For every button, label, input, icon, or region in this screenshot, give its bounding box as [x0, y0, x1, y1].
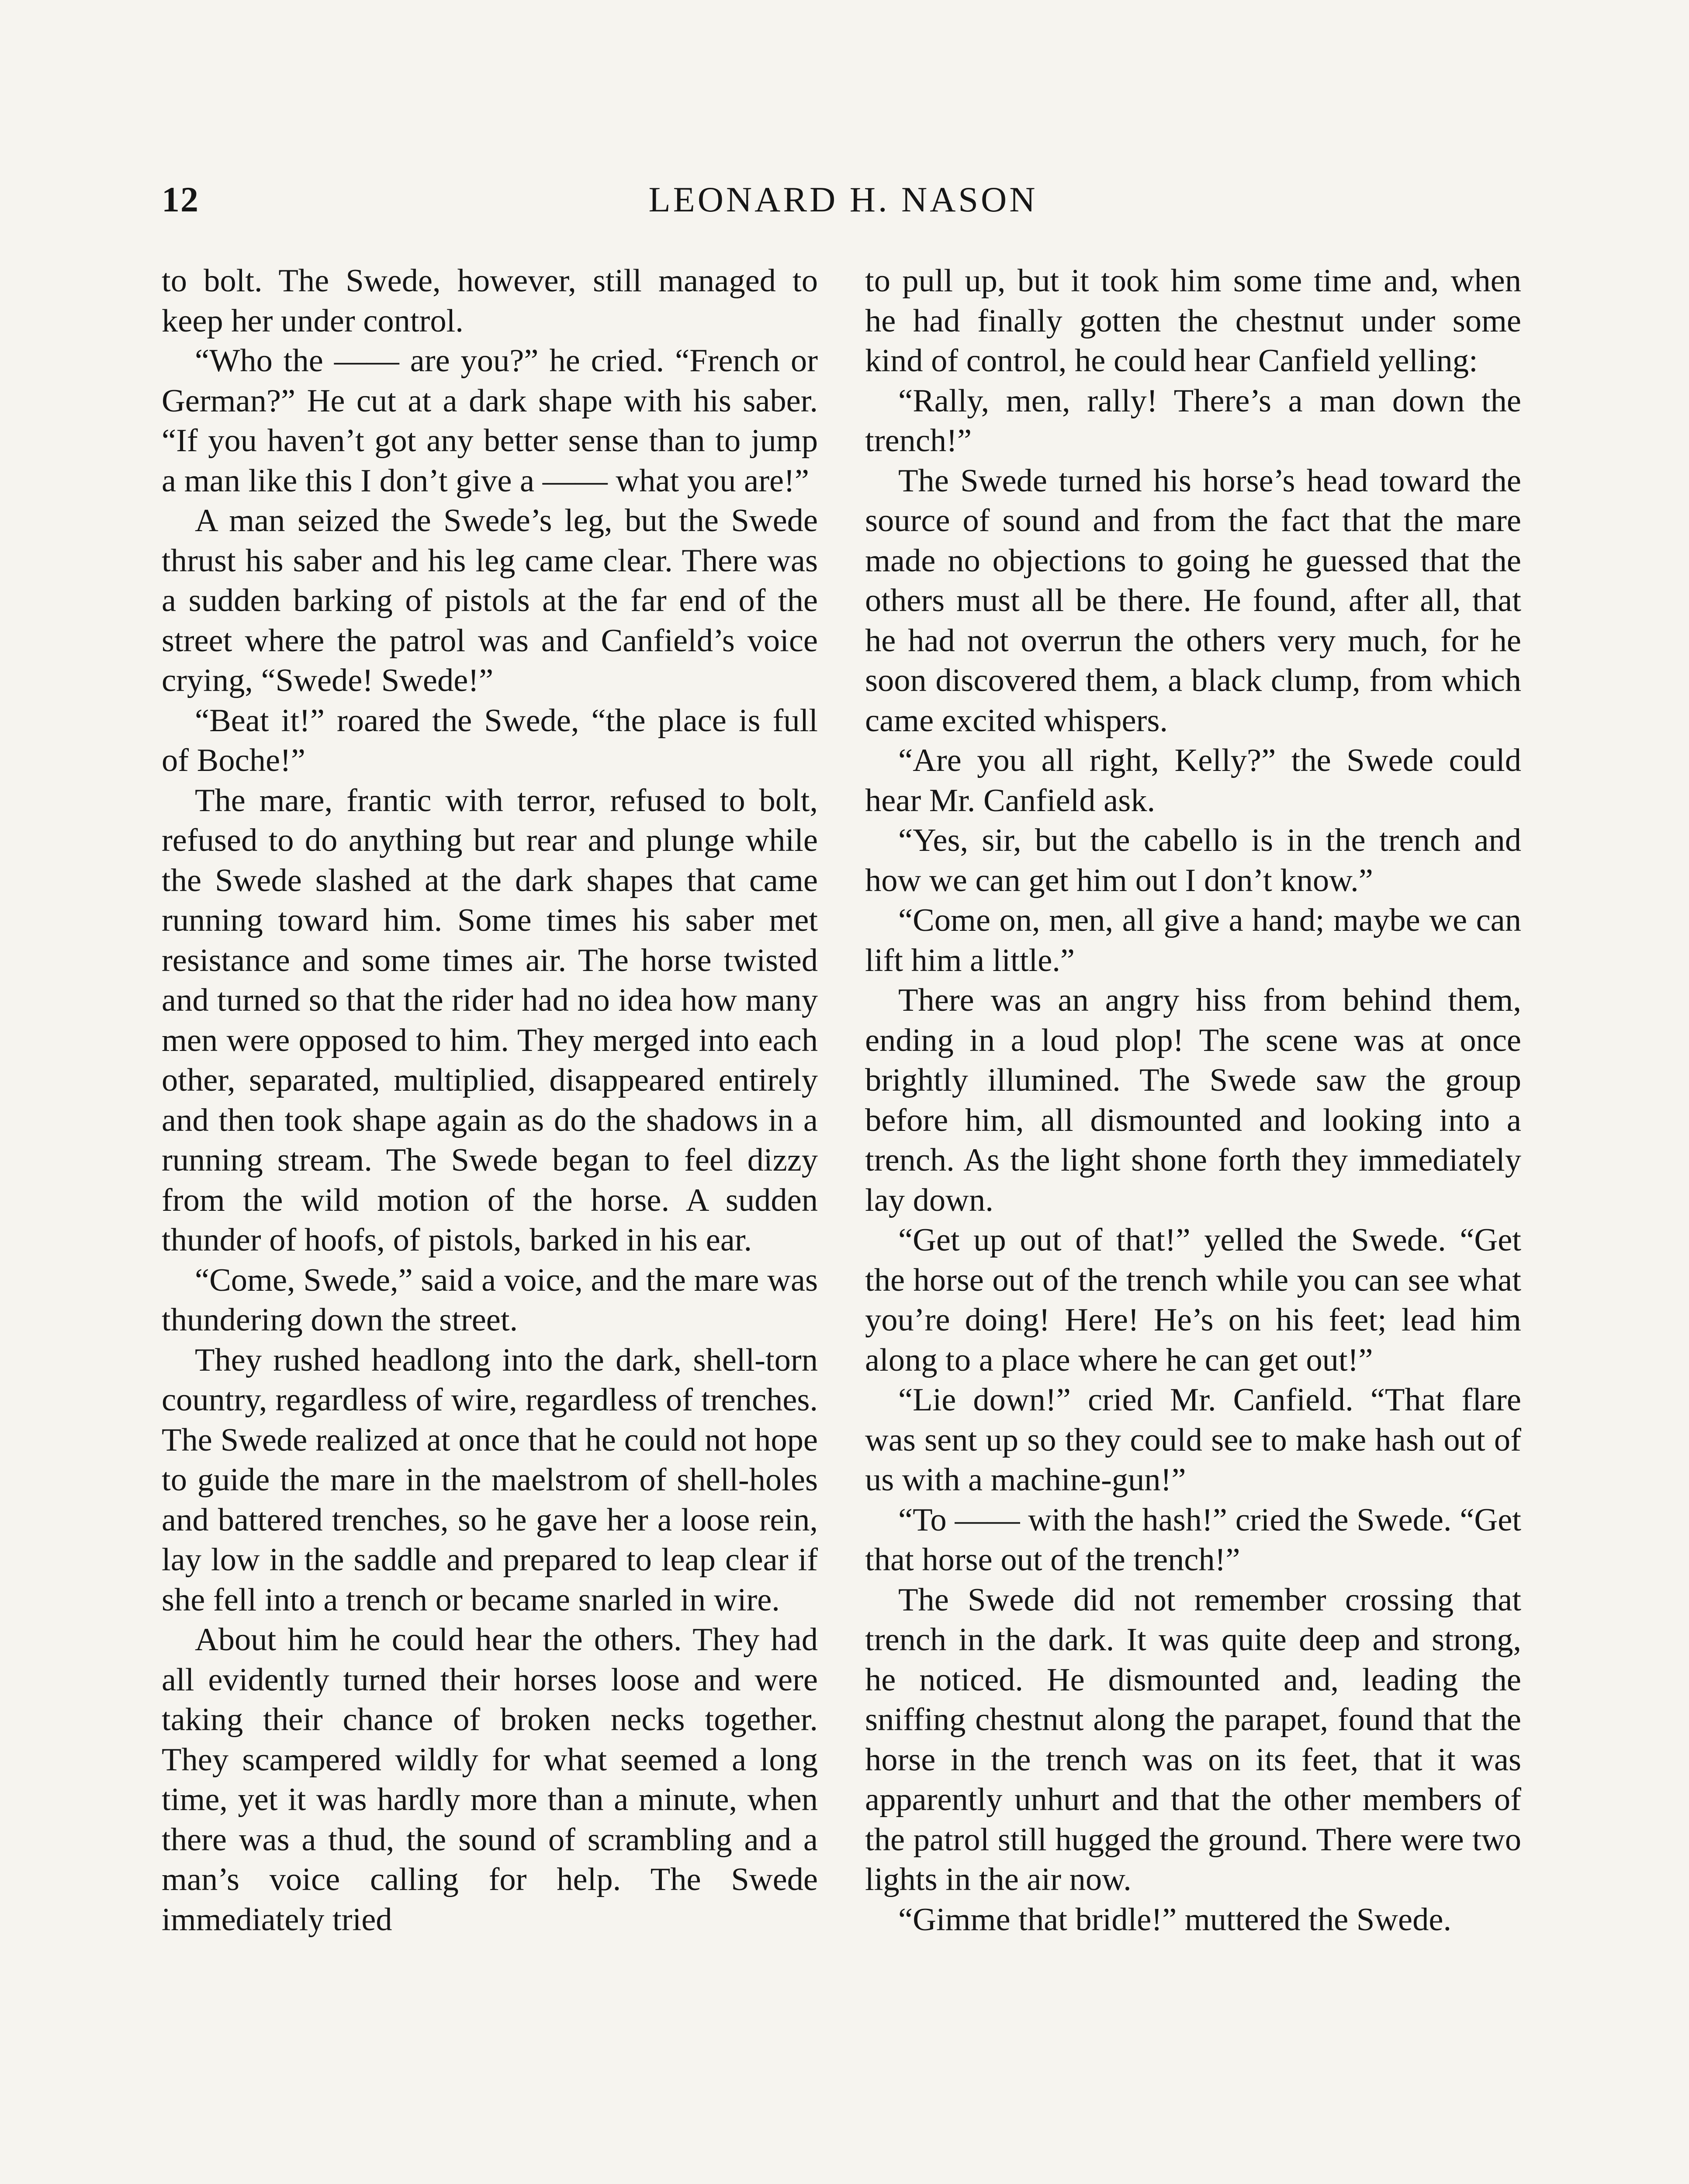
- running-head: LEONARD H. NASON: [648, 180, 1038, 219]
- paragraph: “Beat it!” roared the Swede, “the place is full of Boche!”: [162, 702, 818, 778]
- paragraph: to bolt. The Swede, however, still managed to keep her under control.: [162, 263, 818, 339]
- paragraph: The Swede turned his horse’s head toward the source of sound and from the fact that the mare made no objections to going he guessed that the others must all be there. He found, after all, that he had not overrun the others very much, for he soon discovered them, a black clump, from which came excited whispers.: [865, 463, 1521, 739]
- page-header: [162, 179, 1525, 227]
- paragraph: The Swede did not remember crossing that trench in the dark. It was quite deep and strong, he noticed. He dismounted and, leading the sniffing chestnut along the parapet, found that the horse in the trench was on its feet, that it was apparently unhurt and that the other members of the patrol still hugged the ground. There were two lights in the air now.: [865, 1582, 1521, 1897]
- paragraph: “Are you all right, Kelly?” the Swede could hear Mr. Canfield ask.: [865, 743, 1521, 819]
- paragraph: “Rally, men, rally! There’s a man down the trench!”: [865, 383, 1521, 459]
- right-column: [865, 261, 1521, 1940]
- paragraph: “Come, Swede,” said a voice, and the mare was thundering down the street.: [162, 1262, 818, 1338]
- paragraph: “Come on, men, all give a hand; maybe we can lift him a little.”: [865, 902, 1521, 978]
- paragraph: “Who the —— are you?” he cried. “French or German?” He cut at a dark shape with his saber. “If you haven’t got any better sense than to jump a man like this I don’t give a —— what you are!”: [162, 343, 818, 499]
- paragraph: There was an angry hiss from behind them, ending in a loud plop! The scene was at once brightly illumined. The Swede saw the group before him, all dismounted and looking into a trench. As the light shone forth they immediately lay down.: [865, 982, 1521, 1218]
- paragraph: “Gimme that bridle!” muttered the Swede.: [898, 1901, 1452, 1938]
- paragraph: They rushed headlong into the dark, shell-torn country, regardless of wire, regardless of trenches. The Swede realized at once that he could not hope to guide the mare in the maelstrom of shell-holes and battered trenches, so he gave her a loose rein, lay low in the saddle and prepared to leap clear if she fell into a trench or became snarled in wire.: [162, 1342, 818, 1618]
- left-column: [162, 261, 818, 1940]
- paragraph: The mare, frantic with terror, refused to bolt, refused to do anything but rear and plunge while the Swede slashed at the dark shapes that came running toward him. Some times his saber met resistance and some times air. The horse twisted and turned so that the rider had no idea how many men were opposed to him. They merged into each other, separated, multiplied, disappeared entirely and then took shape again as do the shadows in a running stream. The Swede began to feel dizzy from the wild motion of the horse. A sudden thunder of hoofs, of pistols, barked in his ear.: [162, 782, 818, 1258]
- paragraph: “To —— with the hash!” cried the Swede. “Get that horse out of the trench!”: [865, 1502, 1521, 1578]
- paragraph: “Yes, sir, but the cabello is in the trench and how we can get him out I don’t know.”: [865, 822, 1521, 898]
- paragraph: to pull up, but it took him some time and, when he had finally gotten the chestnut under some kind of control, he could hear Canfield yelling:: [865, 263, 1521, 379]
- paragraph: A man seized the Swede’s leg, but the Swede thrust his saber and his leg came clear. There was a sudden barking of pistols at the far end of the street where the patrol was and Canfield’s voice crying, “Swede! Swede!”: [162, 503, 818, 698]
- paragraph: About him he could hear the others. They had all evidently turned their horses loose and were taking their chance of broken necks together. They scampered wildly for what seemed a long time, yet it was hardly more than a minute, when there was a thud, the sound of scrambling and a man’s voice calling for help. The Swede immediately tried: [162, 1622, 818, 1938]
- page-number: 12: [162, 180, 199, 219]
- paragraph: “Get up out of that!” yelled the Swede. “Get the horse out of the trench while you can see what you’re doing! Here! He’s on his feet; lead him along to a place where he can get out!”: [865, 1222, 1521, 1378]
- paragraph: “Lie down!” cried Mr. Canfield. “That flare was sent up so they could see to make hash out of us with a machine-gun!”: [865, 1382, 1521, 1498]
